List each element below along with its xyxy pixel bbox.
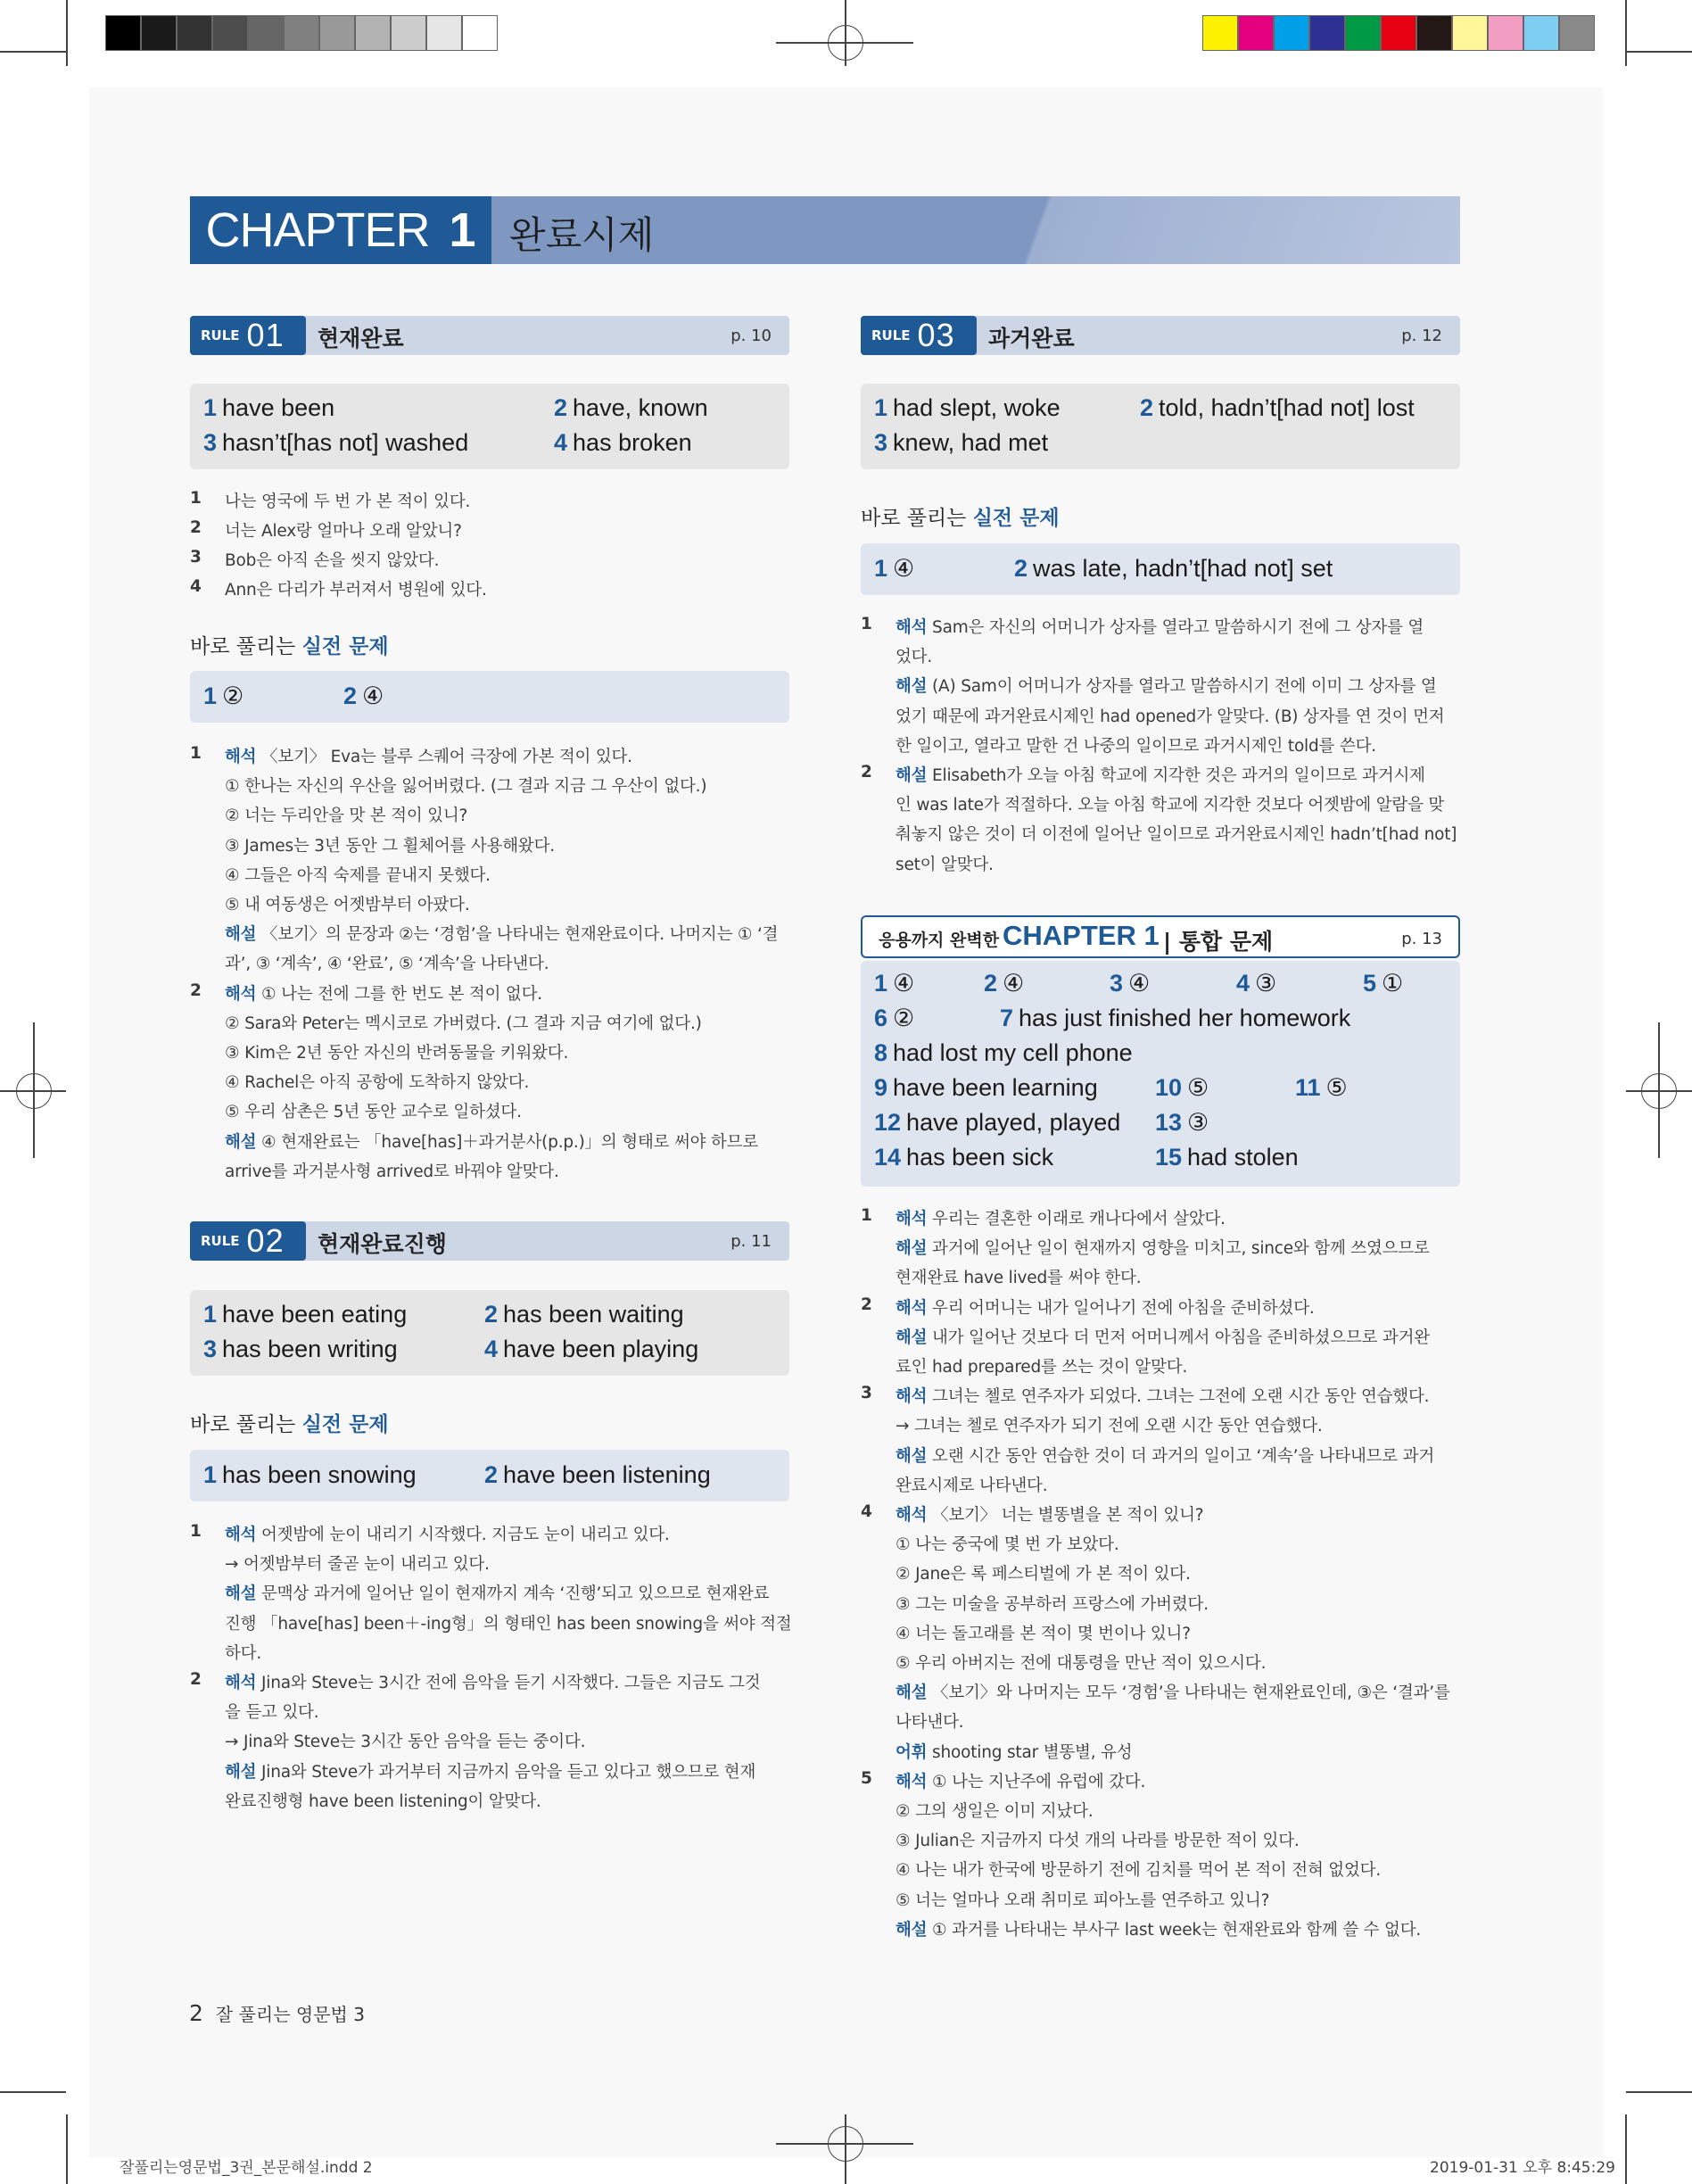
- rule-number: 02: [246, 1222, 285, 1259]
- color-swatch: [1488, 15, 1523, 51]
- explanation-line: 해석 우리는 결혼한 이래로 캐나다에서 살았다.: [896, 1210, 1226, 1228]
- color-swatch: [1345, 15, 1381, 51]
- item-number: 3: [861, 1384, 872, 1403]
- explanation-line: 었다.: [896, 648, 933, 667]
- color-swatch: [1202, 15, 1238, 51]
- explanation-line: 해석 그녀는 첼로 연주자가 되었다. 그녀는 그전에 오랜 시간 동안 연습했다.: [896, 1387, 1430, 1407]
- color-swatch: [391, 15, 426, 51]
- explanation-keyword: 해석: [896, 618, 928, 637]
- explanation-line: 해설 문맥상 과거에 일어난 일이 현재까지 계속 ‘진행’되고 있으므로 현재완료: [225, 1584, 770, 1604]
- explanation-line: 해석 Sam은 자신의 어머니가 상자를 열라고 말씀하시기 전에 그 상자를 열: [896, 618, 1424, 637]
- answer-item: 12 have played, played: [874, 1109, 1121, 1136]
- cmyk-color-swatches: [1202, 15, 1595, 51]
- explanation-line: ③ Kim은 2년 동안 자신의 반려동물을 키워왔다.: [225, 1044, 569, 1063]
- color-swatch: [212, 15, 248, 51]
- item-number: 2: [861, 763, 872, 782]
- explanation-keyword: 해설: [225, 925, 257, 945]
- explanation-keyword: 해석: [225, 1526, 257, 1544]
- rule-02-header: [190, 1221, 789, 1261]
- rule-number: 03: [917, 317, 955, 353]
- answer-item: 14 has been sick: [874, 1144, 1054, 1171]
- explanation-line: 해설 내가 일어난 것보다 더 먼저 어머니께서 아침을 준비하셨으므로 과거완: [896, 1328, 1430, 1347]
- explanation-keyword: 해석: [225, 984, 257, 1004]
- item-number: 2: [861, 1295, 872, 1314]
- answer-item: 15 had stolen: [1155, 1144, 1299, 1171]
- color-swatch: [1559, 15, 1595, 51]
- answer-item: 5 ①: [1363, 970, 1404, 997]
- rule-page-ref: p. 10: [730, 327, 772, 345]
- answer-item: 2 has been waiting: [484, 1301, 684, 1328]
- explanation-line: 해석 어젯밤에 눈이 내리기 시작했다. 지금도 눈이 내리고 있다.: [225, 1526, 670, 1544]
- explanation-line: → 어젯밤부터 줄곧 눈이 내리고 있다.: [225, 1555, 490, 1575]
- color-swatch: [141, 15, 177, 51]
- color-swatch: [355, 15, 391, 51]
- item-number: 4: [190, 577, 202, 596]
- explanation-line: 진행 「have[has] been＋-ing형」의 형태인 has been snowing을 써야 적절: [225, 1614, 792, 1634]
- explanation-line: ④ 그들은 아직 숙제를 끝내지 못했다.: [225, 865, 491, 885]
- explanation-line: 어휘 shooting star 별똥별, 유성: [896, 1742, 1133, 1762]
- gray-color-swatches: [105, 15, 498, 51]
- explanation-keyword: 해석: [896, 1772, 928, 1791]
- file-name: 잘풀리는영문법_3권_본문해설.indd 2: [120, 2159, 373, 2177]
- explanation-line: 었기 때문에 과거완료시제인 had opened가 알맞다. (B) 상자를 연 것이 먼저: [896, 707, 1445, 726]
- rule-title: 과거완료: [988, 326, 1075, 352]
- rule-title: 현재완료: [318, 326, 404, 352]
- book-title: 잘 풀리는 영문법 3: [215, 2004, 365, 2025]
- explanation-line: → 그녀는 첼로 연주자가 되기 전에 오랜 시간 동안 연습했다.: [896, 1417, 1323, 1436]
- rule-03-practice-answers: [861, 543, 1460, 595]
- answer-item: 10 ⑤: [1155, 1074, 1209, 1101]
- answer-item: 4 have been playing: [484, 1336, 699, 1362]
- explanation-line: ⑤ 우리 삼촌은 5년 동안 교수로 일하셨다.: [225, 1103, 522, 1122]
- explanation-line: 해석 〈보기〉 너는 별똥별을 본 적이 있니?: [896, 1506, 1204, 1525]
- chapter-number: 1: [449, 203, 476, 257]
- color-swatch: [1523, 15, 1559, 51]
- explanation-keyword: 해설: [896, 1446, 928, 1466]
- explanation-line: ④ 너는 돌고래를 본 적이 몇 번이나 있니?: [896, 1624, 1191, 1643]
- rule-03-header: [861, 316, 1460, 355]
- explanation-line: ③ James는 3년 동안 그 휠체어를 사용해왔다.: [225, 836, 555, 856]
- answer-item: 3 has been writing: [203, 1336, 398, 1362]
- translation-line: 나는 영국에 두 번 가 본 적이 있다.: [225, 492, 471, 511]
- answer-item: 1 have been: [203, 394, 335, 421]
- answer-item: 13 ③: [1155, 1109, 1209, 1136]
- explanation-line: 료인 had prepared를 쓰는 것이 알맞다.: [896, 1358, 1188, 1377]
- integrated-title: | 통합 문제: [1163, 929, 1274, 955]
- explanation-keyword: 해설: [896, 677, 928, 697]
- explanation-line: ① 한나는 자신의 우산을 잃어버렸다. (그 결과 지금 그 우산이 없다.): [225, 777, 707, 797]
- rule-page-ref: p. 11: [730, 1232, 772, 1251]
- file-date: 2019-01-31 오후 8:45:29: [1430, 2159, 1615, 2177]
- rule-03-answer-box: [861, 384, 1460, 469]
- answer-item: 8 had lost my cell phone: [874, 1039, 1133, 1066]
- explanation-keyword: 해설: [896, 1239, 928, 1259]
- answer-item: 1 had slept, woke: [874, 394, 1061, 421]
- color-swatch: [319, 15, 355, 51]
- rule-page-ref: p. 12: [1401, 327, 1442, 345]
- rule-number: 01: [246, 317, 285, 353]
- explanation-line: arrive를 과거분사형 arrived로 바꿔야 알맞다.: [225, 1162, 559, 1181]
- color-swatch: [426, 15, 462, 51]
- integrated-prefix: 응용까지 완벽한: [879, 931, 1000, 950]
- item-number: 2: [190, 980, 202, 1000]
- explanation-line: ⑤ 우리 아버지는 전에 대통령을 만난 적이 있으시다.: [896, 1654, 1267, 1673]
- integrated-chapter: CHAPTER 1: [1003, 920, 1160, 951]
- item-number: 1: [861, 1206, 872, 1225]
- answer-item: 11 ⑤: [1295, 1074, 1348, 1101]
- explanation-line: ④ Rachel은 아직 공항에 도착하지 않았다.: [225, 1073, 530, 1093]
- translation-line: Ann은 다리가 부러져서 병원에 있다.: [225, 581, 487, 600]
- answer-item: 1 ④: [874, 555, 915, 582]
- explanation-keyword: 해설: [225, 1584, 257, 1604]
- rule-title: 현재완료진행: [318, 1231, 447, 1257]
- rule-label: RULE: [201, 327, 240, 343]
- color-swatch: [105, 15, 141, 51]
- explanation-keyword: 해석: [896, 1298, 928, 1318]
- page-number: 2: [189, 2000, 203, 2026]
- explanation-line: 해석 ① 나는 지난주에 유럽에 갔다.: [896, 1772, 1146, 1791]
- answer-item: 2 was late, hadn’t[had not] set: [1014, 555, 1333, 582]
- answer-item: 3 ④: [1110, 970, 1151, 997]
- explanation-line: 해석 Jina와 Steve는 3시간 전에 음악을 듣기 시작했다. 그들은 지금도 그것: [225, 1674, 761, 1692]
- explanation-line: 과’, ③ ‘계속’, ④ ‘완료’, ⑤ ‘계속’을 나타낸다.: [225, 955, 549, 974]
- chapter-word: CHAPTER: [205, 203, 430, 257]
- explanation-line: 해설 Elisabeth가 오늘 아침 학교에 지각한 것은 과거의 일이므로 과거시제: [896, 766, 1425, 785]
- explanation-line: ③ Julian은 지금까지 다섯 개의 나라를 방문한 적이 있다.: [896, 1832, 1300, 1851]
- answer-item: 7 has just finished her homework: [1000, 1005, 1351, 1031]
- item-number: 3: [190, 548, 202, 567]
- explanation-line: 완료시제로 나타낸다.: [896, 1476, 1048, 1495]
- explanation-line: 해설 ① 과거를 나타내는 부사구 last week는 현재완료와 함께 쓸 수 없다.: [896, 1920, 1422, 1940]
- chapter-title-bar: [491, 196, 1460, 264]
- translation-line: 너는 Alex랑 얼마나 오래 알았니?: [225, 522, 462, 541]
- explanation-keyword: 해석: [896, 1387, 928, 1407]
- integrated-page-ref: p. 13: [1401, 930, 1442, 948]
- rule-01-header: [190, 316, 789, 355]
- explanation-keyword: 어휘: [896, 1742, 928, 1762]
- explanation-keyword: 해설: [896, 1328, 928, 1347]
- rule-tag: [190, 1221, 306, 1261]
- color-swatch: [177, 15, 212, 51]
- explanation-line: 해설 〈보기〉와 나머지는 모두 ‘경험’을 나타내는 현재완료인데, ③은 ‘결과’를: [896, 1684, 1450, 1703]
- color-swatch: [462, 15, 498, 51]
- item-number: 4: [861, 1502, 872, 1521]
- answer-item: 2 ④: [984, 970, 1025, 997]
- explanation-line: ④ 나는 내가 한국에 방문하기 전에 김치를 먹어 본 적이 전혀 없었다.: [896, 1861, 1382, 1881]
- explanation-line: ② Sara와 Peter는 멕시코로 가버렸다. (그 결과 지금 여기에 없다.): [225, 1013, 702, 1033]
- answer-item: 2 told, hadn’t[had not] lost: [1140, 394, 1415, 421]
- explanation-line: 해설 오랜 시간 동안 연습한 것이 더 과거의 일이고 ‘계속’을 나타내므로 과거: [896, 1446, 1434, 1466]
- item-number: 2: [190, 518, 202, 537]
- explanation-line: 해설 (A) Sam이 어머니가 상자를 열라고 말씀하시기 전에 이미 그 상자를 열: [896, 677, 1437, 697]
- color-swatch: [248, 15, 284, 51]
- explanation-line: ② 그의 생일은 이미 지났다.: [896, 1802, 1094, 1821]
- explanation-line: ③ 그는 미술을 공부하러 프랑스에 가버렸다.: [896, 1594, 1209, 1614]
- explanation-line: 해석 우리 어머니는 내가 일어나기 전에 아침을 준비하셨다.: [896, 1298, 1315, 1318]
- color-swatch: [1416, 15, 1452, 51]
- rule-label: RULE: [201, 1233, 240, 1249]
- rule-01-practice-answers: [190, 671, 789, 723]
- explanation-line: 을 듣고 있다.: [225, 1703, 319, 1723]
- explanation-keyword: 해석: [896, 1506, 928, 1525]
- explanation-line: 인 was late가 적절하다. 오늘 아침 학교에 지각한 것보다 어젯밤에 알람을 맞: [896, 796, 1445, 815]
- rule-tag: [190, 316, 306, 355]
- explanation-line: 해석 ① 나는 전에 그를 한 번도 본 적이 없다.: [225, 984, 542, 1004]
- answer-item: 3 hasn’t[has not] washed: [203, 429, 469, 456]
- chapter-label: [190, 196, 491, 264]
- explanation-line: 해설 〈보기〉의 문장과 ②는 ‘경험’을 나타내는 현재완료이다. 나머지는 ① ‘결: [225, 925, 779, 945]
- item-number: 1: [190, 744, 202, 763]
- color-swatch: [1381, 15, 1416, 51]
- explanation-keyword: 해설: [896, 766, 928, 785]
- explanation-line: 해설 Jina와 Steve가 과거부터 지금까지 음악을 듣고 있다고 했으므로 현재: [225, 1762, 756, 1782]
- explanation-keyword: 해설: [225, 1132, 257, 1152]
- explanation-line: 해설 과거에 일어난 일이 현재까지 영향을 미치고, since와 함께 쓰였으므로: [896, 1239, 1430, 1259]
- explanation-keyword: 해설: [896, 1920, 928, 1940]
- chapter-title: 완료시제: [509, 213, 655, 257]
- explanation-keyword: 해설: [896, 1684, 928, 1703]
- translation-line: Bob은 아직 손을 씻지 않았다.: [225, 551, 440, 570]
- explanation-line: 춰놓지 않은 것이 더 이전에 일어난 일이므로 과거완료시제인 hadn’t[had not]: [896, 825, 1457, 845]
- rule-label: RULE: [871, 327, 911, 343]
- item-number: 1: [190, 1522, 202, 1541]
- explanation-line: ⑤ 내 여동생은 어젯밤부터 아팠다.: [225, 896, 470, 914]
- item-number: 5: [861, 1768, 872, 1788]
- chapter-banner: [190, 196, 1460, 264]
- rule-tag: [861, 316, 977, 355]
- answer-item: 4 has broken: [554, 429, 692, 456]
- explanation-line: 하다.: [225, 1643, 262, 1663]
- explanation-line: 해석 〈보기〉 Eva는 블루 스퀘어 극장에 가본 적이 있다.: [225, 748, 632, 766]
- explanation-line: → Jina와 Steve는 3시간 동안 음악을 듣는 중이다.: [225, 1733, 586, 1752]
- answer-item: 6 ②: [874, 1005, 915, 1031]
- answer-item: 9 have been learning: [874, 1074, 1098, 1101]
- explanation-keyword: 해석: [896, 1210, 928, 1228]
- integrated-problem-header: [861, 915, 1460, 958]
- explanation-line: ① 나는 중국에 몇 번 가 보았다.: [896, 1535, 1119, 1555]
- answer-item: 1 has been snowing: [203, 1461, 417, 1488]
- color-swatch: [1309, 15, 1345, 51]
- item-number: 1: [861, 615, 872, 633]
- explanation-line: 해설 ④ 현재완료는 「have[has]＋과거분사(p.p.)」의 형태로 써야 하므로: [225, 1132, 759, 1152]
- explanation-line: ⑤ 너는 얼마나 오래 취미로 피아노를 연주하고 있니?: [896, 1890, 1270, 1910]
- answer-item: 2 have been listening: [484, 1461, 711, 1488]
- rule-02-answer-box: [190, 1290, 789, 1376]
- practice-heading: 바로 풀리는 실전 문제: [190, 1413, 389, 1436]
- practice-heading: 바로 풀리는 실전 문제: [861, 507, 1060, 530]
- answer-item: 1 ④: [874, 970, 915, 997]
- explanation-keyword: 해석: [225, 748, 257, 766]
- explanation-line: 나타낸다.: [896, 1713, 964, 1733]
- explanation-line: 현재완료 have lived를 써야 한다.: [896, 1269, 1142, 1288]
- explanation-keyword: 해설: [225, 1762, 257, 1782]
- item-number: 1: [190, 489, 202, 508]
- explanation-keyword: 해석: [225, 1674, 257, 1692]
- practice-heading: 바로 풀리는 실전 문제: [190, 635, 389, 658]
- color-swatch: [284, 15, 319, 51]
- explanation-line: ② 너는 두리안을 맛 본 적이 있니?: [225, 807, 468, 826]
- answer-item: 4 ③: [1236, 970, 1277, 997]
- item-number: 2: [190, 1670, 202, 1689]
- page-footer: [189, 2000, 365, 2026]
- answer-item: 1 ②: [203, 682, 244, 709]
- rule-02-practice-answers: [190, 1450, 789, 1502]
- explanation-line: 한 일이고, 열라고 말한 건 나중의 일이므로 과거시제인 told를 쓴다.: [896, 736, 1376, 756]
- answer-item: 1 have been eating: [203, 1301, 408, 1328]
- answer-item: 3 knew, had met: [874, 429, 1049, 456]
- explanation-line: set이 알맞다.: [896, 855, 994, 874]
- color-swatch: [1274, 15, 1309, 51]
- explanation-line: 완료진행형 have been listening이 알맞다.: [225, 1791, 541, 1811]
- rule-01-answer-box: [190, 384, 789, 469]
- answer-item: 2 ④: [343, 682, 384, 709]
- color-swatch: [1238, 15, 1274, 51]
- explanation-line: ② Jane은 록 페스티벌에 가 본 적이 있다.: [896, 1565, 1191, 1584]
- integrated-answer-box: [861, 961, 1460, 1187]
- color-swatch: [1452, 15, 1488, 51]
- answer-item: 2 have, known: [554, 394, 708, 421]
